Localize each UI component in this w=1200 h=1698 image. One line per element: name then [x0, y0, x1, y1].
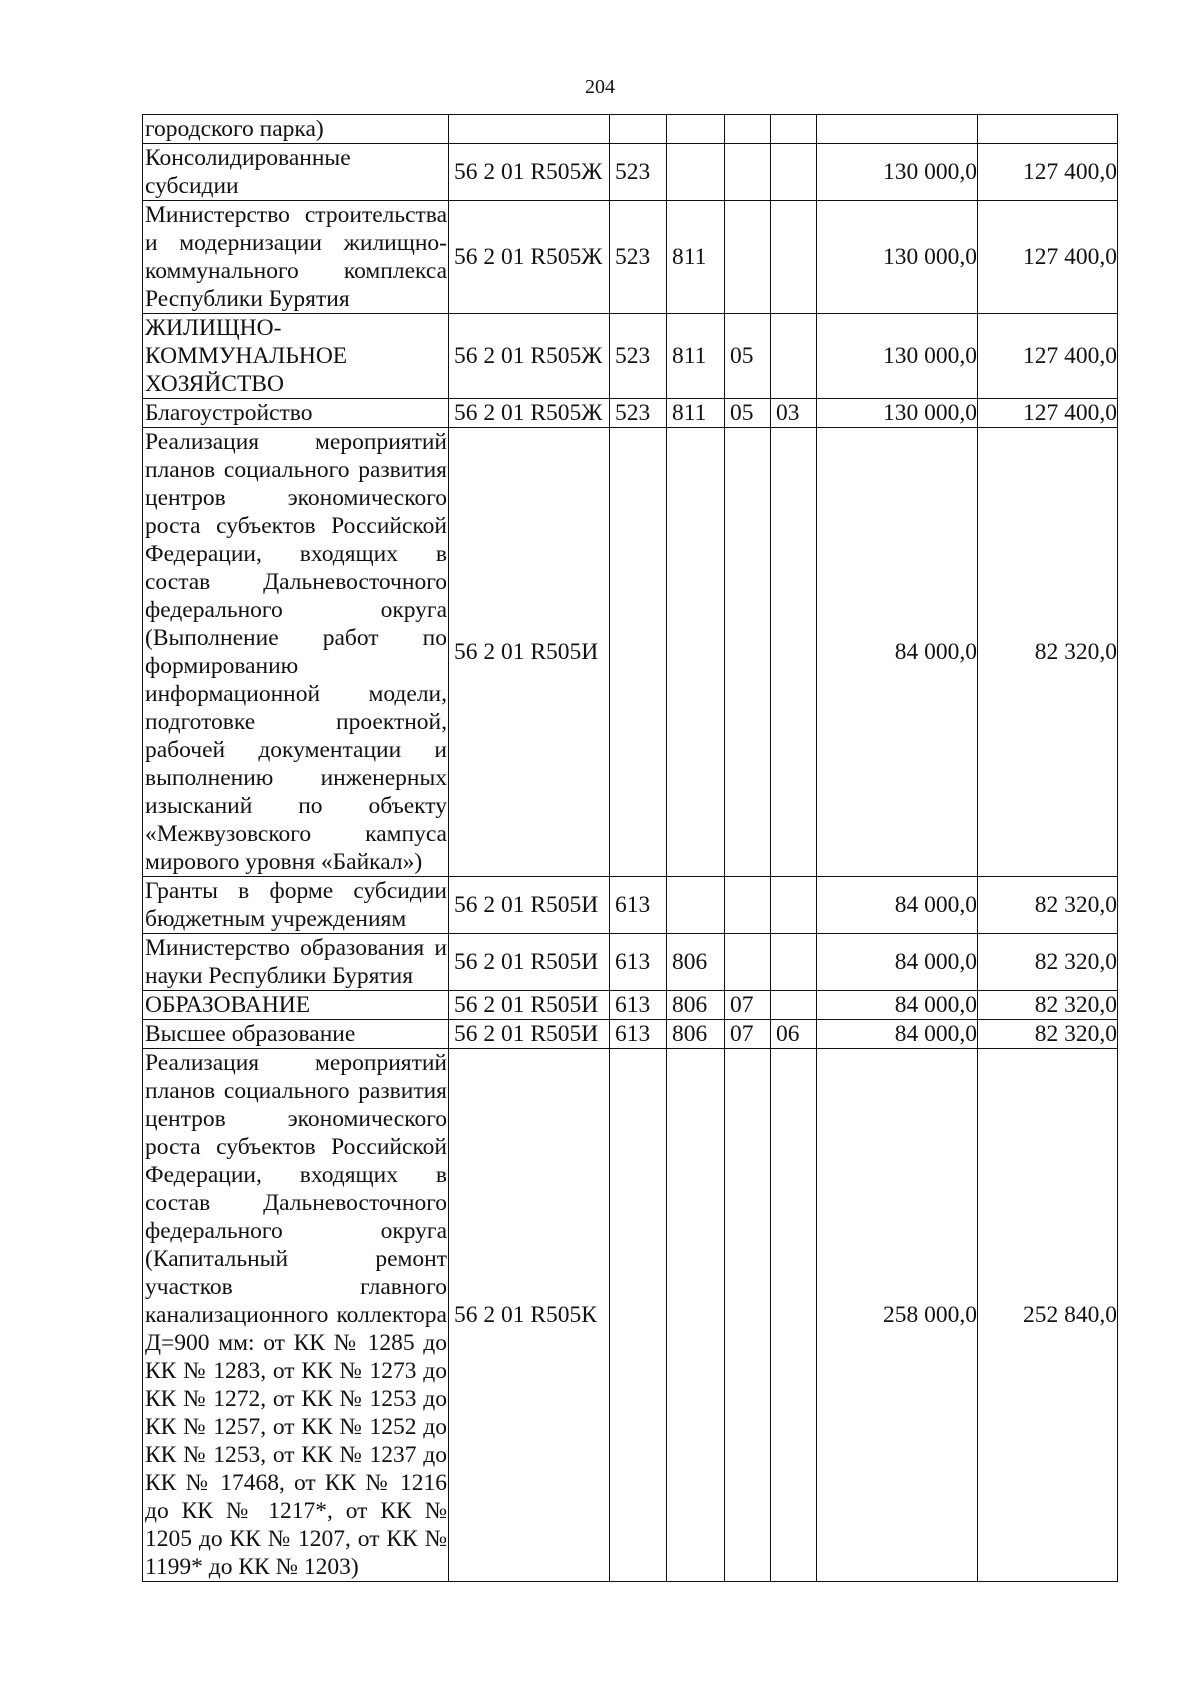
- target-code-cell: 56 2 01 R505И: [449, 991, 610, 1020]
- table-row: [143, 991, 1118, 1020]
- row-name-cell: Министерство образования и науки Республики Бурятия: [143, 934, 449, 991]
- page-number: 204: [585, 76, 615, 98]
- expense-type-cell: [610, 1049, 667, 1582]
- ministry-code-cell: 811: [667, 314, 725, 399]
- row-name-cell: Реализация мероприятий планов социального развития центров экономического роста субъектов Российской Федерации, входящих в состав Дальневосточного федерального округа (Капитальный ремонт участков главного канализационного коллектора Д=900 мм: от КК № 1285 до КК № 1283, от КК № 1273 до КК № 1272, от КК № 1253 до КК № 1257, от КК № 1252 до КК № 1253, от КК № 1237 до КК № 17468, от КК № 1216 до КК № 1217*, от КК № 1205 до КК № 1207, от КК № 1199* до КК № 1203): [143, 1049, 449, 1582]
- amount-1-cell: 84 000,0: [817, 1020, 978, 1049]
- target-code-cell: 56 2 01 R505И: [449, 934, 610, 991]
- target-code-cell: 56 2 01 R505И: [449, 1020, 610, 1049]
- expense-type-cell: 523: [610, 144, 667, 201]
- expense-type-cell: 613: [610, 1020, 667, 1049]
- subsection-cell: [771, 1049, 817, 1582]
- row-name-cell: Министерство строительства и модернизации жилищно-коммунального комплекса Республики Бурятия: [143, 201, 449, 314]
- section-cell: [725, 1049, 771, 1582]
- amount-1-cell: 130 000,0: [817, 399, 978, 428]
- subsection-cell: [771, 934, 817, 991]
- table-row: [143, 1020, 1118, 1049]
- amount-1-cell: [817, 115, 978, 144]
- expense-type-cell: 613: [610, 877, 667, 934]
- subsection-cell: [771, 428, 817, 877]
- amount-1-cell: 84 000,0: [817, 991, 978, 1020]
- section-cell: [725, 934, 771, 991]
- expense-type-cell: 523: [610, 201, 667, 314]
- ministry-code-cell: [667, 144, 725, 201]
- amount-1-cell: 130 000,0: [817, 201, 978, 314]
- row-name-cell: Гранты в форме субсидии бюджетным учреждениям: [143, 877, 449, 934]
- section-cell: 07: [725, 1020, 771, 1049]
- ministry-code-cell: 806: [667, 934, 725, 991]
- budget-table: [142, 114, 1118, 1582]
- row-name-cell: Реализация мероприятий планов социального развития центров экономического роста субъектов Российской Федерации, входящих в состав Дальневосточного федерального округа (Выполнение работ по формированию информационной модели, подготовке проектной, рабочей документации и выполнению инженерных изысканий по объекту «Межвузовского кампуса мирового уровня «Байкал»): [143, 428, 449, 877]
- amount-2-cell: 127 400,0: [978, 314, 1118, 399]
- section-cell: [725, 201, 771, 314]
- ministry-code-cell: [667, 1049, 725, 1582]
- section-cell: 05: [725, 399, 771, 428]
- amount-2-cell: 82 320,0: [978, 428, 1118, 877]
- table-row: [143, 1049, 1118, 1582]
- ministry-code-cell: 811: [667, 399, 725, 428]
- ministry-code-cell: 811: [667, 201, 725, 314]
- row-name-cell: Консолидированные субсидии: [143, 144, 449, 201]
- target-code-cell: [449, 115, 610, 144]
- amount-1-cell: 258 000,0: [817, 1049, 978, 1582]
- subsection-cell: [771, 144, 817, 201]
- amount-2-cell: [978, 115, 1118, 144]
- amount-1-cell: 84 000,0: [817, 877, 978, 934]
- section-cell: [725, 115, 771, 144]
- row-name-cell: городского парка): [143, 115, 449, 144]
- subsection-cell: 06: [771, 1020, 817, 1049]
- row-name-cell: Благоустройство: [143, 399, 449, 428]
- ministry-code-cell: [667, 115, 725, 144]
- amount-2-cell: 82 320,0: [978, 991, 1118, 1020]
- amount-2-cell: 82 320,0: [978, 1020, 1118, 1049]
- section-cell: 05: [725, 314, 771, 399]
- target-code-cell: 56 2 01 R505Ж: [449, 201, 610, 314]
- expense-type-cell: 613: [610, 991, 667, 1020]
- subsection-cell: [771, 115, 817, 144]
- amount-2-cell: 82 320,0: [978, 934, 1118, 991]
- table-row: [143, 428, 1118, 877]
- expense-type-cell: [610, 428, 667, 877]
- expense-type-cell: 523: [610, 399, 667, 428]
- section-cell: [725, 428, 771, 877]
- subsection-cell: 03: [771, 399, 817, 428]
- target-code-cell: 56 2 01 R505И: [449, 428, 610, 877]
- amount-2-cell: 127 400,0: [978, 144, 1118, 201]
- amount-2-cell: 252 840,0: [978, 1049, 1118, 1582]
- subsection-cell: [771, 991, 817, 1020]
- row-name-cell: Высшее образование: [143, 1020, 449, 1049]
- amount-1-cell: 130 000,0: [817, 144, 978, 201]
- amount-1-cell: 84 000,0: [817, 428, 978, 877]
- table-row: [143, 399, 1118, 428]
- table-row: [143, 115, 1118, 144]
- table-row: [143, 144, 1118, 201]
- amount-1-cell: 84 000,0: [817, 934, 978, 991]
- section-cell: [725, 877, 771, 934]
- expense-type-cell: 613: [610, 934, 667, 991]
- amount-2-cell: 127 400,0: [978, 399, 1118, 428]
- subsection-cell: [771, 314, 817, 399]
- ministry-code-cell: 806: [667, 991, 725, 1020]
- row-name-cell: ОБРАЗОВАНИЕ: [143, 991, 449, 1020]
- target-code-cell: 56 2 01 R505И: [449, 877, 610, 934]
- ministry-code-cell: [667, 877, 725, 934]
- ministry-code-cell: [667, 428, 725, 877]
- table-row: [143, 201, 1118, 314]
- table-body: [143, 115, 1118, 1582]
- table-row: [143, 314, 1118, 399]
- target-code-cell: 56 2 01 R505Ж: [449, 314, 610, 399]
- amount-2-cell: 127 400,0: [978, 201, 1118, 314]
- ministry-code-cell: 806: [667, 1020, 725, 1049]
- table-row: [143, 877, 1118, 934]
- target-code-cell: 56 2 01 R505К: [449, 1049, 610, 1582]
- amount-1-cell: 130 000,0: [817, 314, 978, 399]
- subsection-cell: [771, 201, 817, 314]
- subsection-cell: [771, 877, 817, 934]
- expense-type-cell: [610, 115, 667, 144]
- row-name-cell: ЖИЛИЩНО-КОММУНАЛЬНОЕ ХОЗЯЙСТВО: [143, 314, 449, 399]
- section-cell: 07: [725, 991, 771, 1020]
- target-code-cell: 56 2 01 R505Ж: [449, 399, 610, 428]
- table-row: [143, 934, 1118, 991]
- expense-type-cell: 523: [610, 314, 667, 399]
- amount-2-cell: 82 320,0: [978, 877, 1118, 934]
- target-code-cell: 56 2 01 R505Ж: [449, 144, 610, 201]
- section-cell: [725, 144, 771, 201]
